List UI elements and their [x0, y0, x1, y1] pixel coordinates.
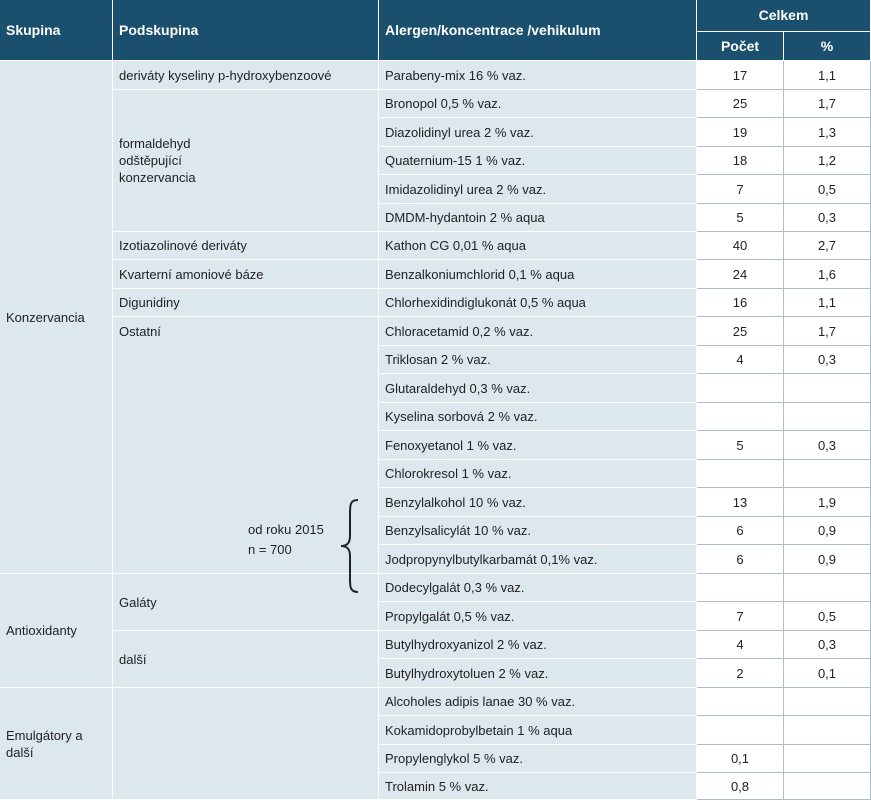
- count-cell: 0,8: [697, 773, 784, 800]
- group-konzervancia: Konzervancia: [0, 61, 113, 574]
- percent-cell: 1,1: [784, 61, 871, 90]
- allergen-cell: Jodpropynylbutylkarbamát 0,1% vaz.: [379, 545, 697, 574]
- allergen-cell: Kyselina sorbová 2 % vaz.: [379, 403, 697, 431]
- header-percent: %: [784, 32, 871, 61]
- count-cell: 5: [697, 431, 784, 460]
- percent-cell: [784, 745, 871, 773]
- subgroup-formaldehyde: formaldehyd odštěpující konzervancia: [113, 90, 379, 232]
- allergen-cell: Imidazolidinyl urea 2 % vaz.: [379, 175, 697, 204]
- curly-brace-icon: [338, 498, 364, 594]
- percent-cell: 1,3: [784, 118, 871, 147]
- note-since-2015: od roku 2015: [248, 522, 324, 537]
- allergen-cell: Fenoxyetanol 1 % vaz.: [379, 431, 697, 460]
- percent-cell: [784, 460, 871, 488]
- count-cell: 7: [697, 175, 784, 204]
- count-cell: 40: [697, 232, 784, 260]
- allergen-cell: Bronopol 0,5 % vaz.: [379, 90, 697, 118]
- percent-cell: 1,2: [784, 147, 871, 175]
- percent-cell: 0,9: [784, 517, 871, 545]
- percent-cell: 1,7: [784, 317, 871, 346]
- percent-cell: [784, 374, 871, 403]
- allergen-cell: Parabeny-mix 16 % vaz.: [379, 61, 697, 90]
- percent-cell: [784, 403, 871, 431]
- note-sample-size: n = 700: [248, 542, 292, 557]
- count-cell: 4: [697, 631, 784, 659]
- count-cell: [697, 403, 784, 431]
- subgroup-digunidiny: Digunidiny: [113, 289, 379, 317]
- percent-cell: 0,3: [784, 631, 871, 659]
- count-cell: 25: [697, 90, 784, 118]
- percent-cell: 0,1: [784, 659, 871, 688]
- count-cell: 0,1: [697, 745, 784, 773]
- count-cell: [697, 374, 784, 403]
- header-alergen: Alergen/koncentrace /vehikulum: [379, 0, 697, 61]
- count-cell: [697, 574, 784, 602]
- group-emulgatory: Emulgátory a další: [0, 688, 113, 800]
- allergen-cell: Alcoholes adipis lanae 30 % vaz.: [379, 688, 697, 716]
- allergen-cell: Trolamin 5 % vaz.: [379, 773, 697, 800]
- header-pocet: Počet: [697, 32, 784, 61]
- allergen-cell: Butylhydroxyanizol 2 % vaz.: [379, 631, 697, 659]
- count-cell: 7: [697, 602, 784, 631]
- count-cell: 24: [697, 260, 784, 289]
- count-cell: 5: [697, 204, 784, 232]
- allergen-cell: Propylgalát 0,5 % vaz.: [379, 602, 697, 631]
- count-cell: 18: [697, 147, 784, 175]
- count-cell: 6: [697, 517, 784, 545]
- count-cell: [697, 460, 784, 488]
- percent-cell: [784, 688, 871, 716]
- percent-cell: 0,5: [784, 602, 871, 631]
- allergen-cell: Triklosan 2 % vaz.: [379, 346, 697, 374]
- allergen-cell: Chlorokresol 1 % vaz.: [379, 460, 697, 488]
- percent-cell: 1,1: [784, 289, 871, 317]
- percent-cell: [784, 574, 871, 602]
- count-cell: 19: [697, 118, 784, 147]
- count-cell: 16: [697, 289, 784, 317]
- group-antioxidanty: Antioxidanty: [0, 574, 113, 688]
- header-celkem: Celkem: [697, 0, 871, 32]
- allergen-cell: Glutaraldehyd 0,3 % vaz.: [379, 374, 697, 403]
- allergen-cell: Butylhydroxytoluen 2 % vaz.: [379, 659, 697, 688]
- percent-cell: 0,3: [784, 204, 871, 232]
- count-cell: 4: [697, 346, 784, 374]
- percent-cell: 0,9: [784, 545, 871, 574]
- allergen-cell: Diazolidinyl urea 2 % vaz.: [379, 118, 697, 147]
- allergen-cell: Dodecylgalát 0,3 % vaz.: [379, 574, 697, 602]
- subgroup-ostatni: Ostatní: [113, 317, 379, 574]
- allergen-cell: Benzylalkohol 10 % vaz.: [379, 488, 697, 517]
- header-podskupina: Podskupina: [113, 0, 379, 61]
- percent-cell: 1,9: [784, 488, 871, 517]
- percent-cell: 2,7: [784, 232, 871, 260]
- count-cell: 25: [697, 317, 784, 346]
- percent-cell: 0,3: [784, 431, 871, 460]
- allergen-cell: Chloracetamid 0,2 % vaz.: [379, 317, 697, 346]
- percent-cell: [784, 773, 871, 800]
- count-cell: 17: [697, 61, 784, 90]
- subgroup-empty: [113, 688, 379, 800]
- subgroup-kvarterni: Kvarterní amoniové báze: [113, 260, 379, 289]
- allergen-cell: Kathon CG 0,01 % aqua: [379, 232, 697, 260]
- percent-cell: 1,7: [784, 90, 871, 118]
- count-cell: 13: [697, 488, 784, 517]
- count-cell: [697, 716, 784, 745]
- allergen-cell: Kokamidoprobylbetain 1 % aqua: [379, 716, 697, 745]
- allergen-cell: DMDM-hydantoin 2 % aqua: [379, 204, 697, 232]
- subgroup-galaty: Galáty: [113, 574, 379, 631]
- allergen-cell: Propylenglykol 5 % vaz.: [379, 745, 697, 773]
- percent-cell: [784, 716, 871, 745]
- count-cell: [697, 688, 784, 716]
- allergen-cell: Chlorhexidindiglukonát 0,5 % aqua: [379, 289, 697, 317]
- count-cell: 2: [697, 659, 784, 688]
- percent-cell: 0,3: [784, 346, 871, 374]
- count-cell: 6: [697, 545, 784, 574]
- header-skupina: Skupina: [0, 0, 113, 61]
- allergen-cell: Benzylsalicylát 10 % vaz.: [379, 517, 697, 545]
- subgroup-izotiazolin: Izotiazolinové deriváty: [113, 232, 379, 260]
- subgroup-dalsi: další: [113, 631, 379, 688]
- allergen-cell: Benzalkoniumchlorid 0,1 % aqua: [379, 260, 697, 289]
- subgroup-parabens: deriváty kyseliny p-hydroxybenzoové: [113, 61, 379, 90]
- percent-cell: 0,5: [784, 175, 871, 204]
- percent-cell: 1,6: [784, 260, 871, 289]
- allergen-cell: Quaternium-15 1 % vaz.: [379, 147, 697, 175]
